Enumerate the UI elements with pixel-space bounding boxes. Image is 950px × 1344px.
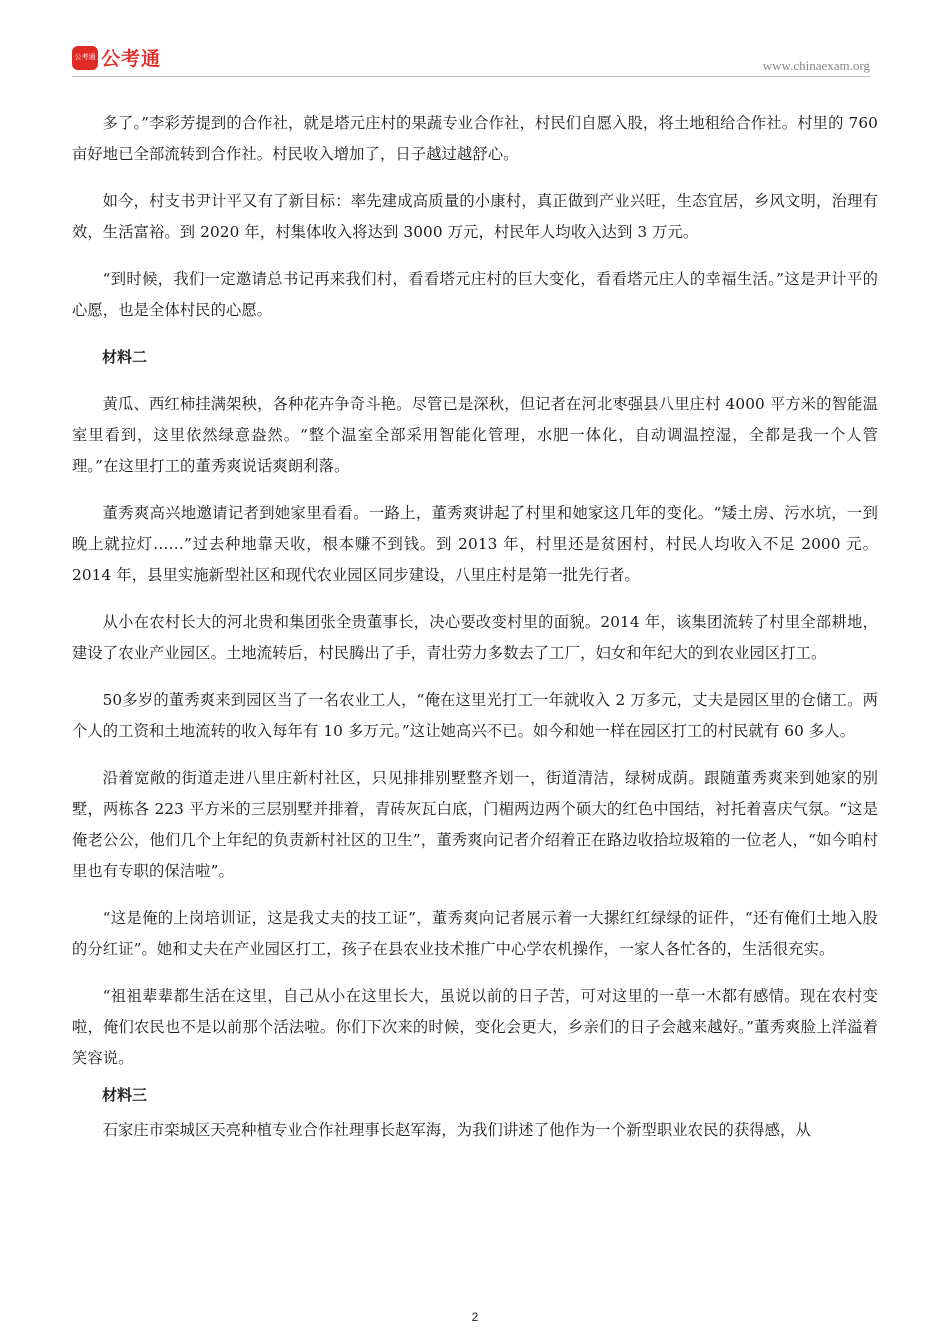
- section-heading: 材料二: [102, 348, 148, 366]
- site-url[interactable]: www.chinaexam.org: [762, 58, 870, 73]
- logo[interactable]: [72, 44, 161, 71]
- logo-text: 公考通: [101, 48, 162, 70]
- paragraph: “这是俺的上岗培训证，这是我丈夫的技工证”，董秀爽向记者展示着一大摞红红绿绿的证件，“还有俺们土地入股的分红证”。她和丈夫在产业园区打工，孩子在县农业技术推广中心学农机操作，一家人各忙各的，生活很充实。: [72, 909, 878, 958]
- paragraph: “祖祖辈辈都生活在这里，自己从小在这里长大，虽说以前的日子苦，可对这里的一草一木都有感情。现在农村变啦，俺们农民也不是以前那个活法啦。你们下次来的时候，变化会更大，乡亲们的日子会越来越好。”董秀爽脸上洋溢着笑容说。: [72, 987, 878, 1067]
- paragraph: 50多岁的董秀爽来到园区当了一名农业工人，“俺在这里光打工一年就收入 2 万多元，丈夫是园区里的仓储工。两个人的工资和土地流转的收入每年有 10 多万元。”这让她高兴不已。如今和她一样在园区打工的村民就有 60 多人。: [72, 691, 878, 740]
- paragraph: 石家庄市栾城区天亮种植专业合作社理事长赵军海，为我们讲述了他作为一个新型职业农民的获得感，从: [102, 1121, 811, 1139]
- paragraph: 如今，村支书尹计平又有了新目标：率先建成高质量的小康村，真正做到产业兴旺，生态宜居，乡风文明，治理有效，生活富裕。到 2020 年，村集体收入将达到 3000 万元，村民年人均收入达到 3 万元。: [72, 192, 878, 241]
- paragraph: “到时候，我们一定邀请总书记再来我们村，看看塔元庄村的巨大变化，看看塔元庄人的幸福生活。”这是尹计平的心愿，也是全体村民的心愿。: [72, 270, 878, 319]
- paragraph: 董秀爽高兴地邀请记者到她家里看看。一路上，董秀爽讲起了村里和她家这几年的变化。“矮土房、污水坑，一到晚上就拉灯……”过去种地靠天收，根本赚不到钱。到 2013 年，村里还是贫困村，村民人均收入不足 2000 元。2014 年，县里实施新型社区和现代农业园区同步建设，八里庄村是第一批先行者。: [72, 504, 878, 584]
- section-heading: 材料三: [102, 1086, 148, 1104]
- page-header: [72, 44, 870, 76]
- header-divider: [72, 76, 870, 77]
- paragraph: 多了。”李彩芳提到的合作社，就是塔元庄村的果蔬专业合作社，村民们自愿入股，将土地租给合作社。村里的 760 亩好地已全部流转到合作社。村民收入增加了，日子越过越舒心。: [72, 114, 878, 163]
- paragraph: 黄瓜、西红柿挂满架秧，各种花卉争奇斗艳。尽管已是深秋，但记者在河北枣强县八里庄村 4000 平方米的智能温室里看到，这里依然绿意盎然。“整个温室全部采用智能化管理，水肥一体化，自动调温控湿，全都是我一个人管理。”在这里打工的董秀爽说话爽朗利落。: [72, 395, 878, 475]
- paragraph: 从小在农村长大的河北贵和集团张全贵董事长，决心要改变村里的面貌。2014 年，该集团流转了村里全部耕地，建设了农业产业园区。土地流转后，村民腾出了手，青壮劳力多数去了工厂，妇女和年纪大的到农业园区打工。: [72, 613, 878, 662]
- document-body: [72, 108, 878, 1146]
- page-number: 2: [471, 1310, 479, 1324]
- paragraph: 沿着宽敞的街道走进八里庄新村社区，只见排排别墅整齐划一，街道清洁，绿树成荫。跟随董秀爽来到她家的别墅，两栋各 223 平方米的三层别墅并排着，青砖灰瓦白底，门楣两边两个硕大的红色中国结，衬托着喜庆气氛。“这是俺老公公，他们几个上年纪的负责新村社区的卫生”，董秀爽向记者介绍着正在路边收拾垃圾箱的一位老人，“如今咱村里也有专职的保洁啦”。: [72, 769, 878, 880]
- logo-badge: 公考通: [72, 46, 98, 70]
